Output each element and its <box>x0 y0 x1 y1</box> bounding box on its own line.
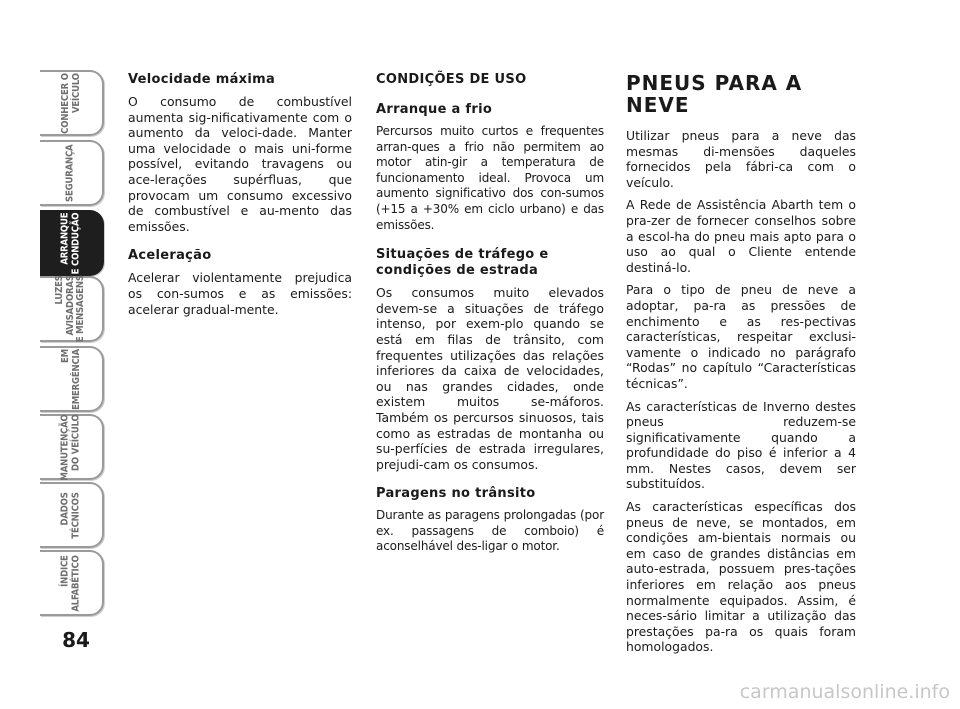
heading-condicoes-de-uso: CONDIÇÕES DE USO <box>376 72 527 87</box>
paragraph: O consumo de combustível aumenta sig-nificativamente com o aumento da veloci-dade. Manter uma velocidade o mais uni-forme possível, evitando travagens ou ace-lerações supérfluas, que provocam um consumo excessivo de combustível e au-mento das emissões. <box>128 94 352 234</box>
tab-seguranca[interactable] <box>40 140 104 206</box>
heading-paragens-no-transito: Paragens no trânsito <box>376 486 536 502</box>
tab-label: LUZES AVISADORAS E MENSAGENS <box>54 275 87 343</box>
column-3 <box>626 72 856 662</box>
paragraph: Utilizar pneus para a neve das mesmas di-mensões daqueles fornecidos pela fábri-ca com o veículo. <box>626 128 856 190</box>
tab-label: ÍNDICE ALFABÉTICO <box>59 554 81 612</box>
watermark: carmanualsonline.info <box>739 681 950 703</box>
section-title: PNEUS PARA A NEVE <box>626 71 803 117</box>
tab-label: ARRANQUE E CONDUÇÃO <box>59 212 81 274</box>
column-2 <box>376 72 604 562</box>
column-1 <box>128 72 352 324</box>
heading-arranque-a-frio: Arranque a frio <box>376 102 493 117</box>
heading-situacoes-de-trafego: Situações de tráfego e condições de estrada <box>376 247 549 279</box>
heading-aceleracao: Aceleração <box>128 248 212 264</box>
tab-em-emergencia[interactable] <box>40 346 104 412</box>
heading-velocidade-maxima: Velocidade máxima <box>128 72 276 87</box>
paragraph: Acelerar violentamente prejudica os con-sumos e as emissões: acelerar gradual-mente. <box>128 270 352 317</box>
tab-label: SEGURANÇA <box>64 144 76 202</box>
tab-label: MANUTENÇÃO DO VEÍCULO <box>59 413 82 481</box>
paragraph: Os consumos muito elevados devem-se a situações de tráfego intenso, por exem-plo quando se está em filas de trânsito, com frequentes utilizações das relações inferiores da caixa de velocidades, ou nas grandes cidades, onde existem muitos se-máforos. Também os percursos sinuosos, tais como as estradas de montanha ou su-perfícies de estrada irregulares, prejudi-cam os consumos. <box>376 285 604 472</box>
paragraph: Para o tipo de pneu de neve a adoptar, pa-ra as pressões de enchimento e as res-pectivas características, respeitar exclusi-vamente o indicado no parágrafo “Rodas” no capítulo “Características técnicas”. <box>626 282 856 391</box>
page-number: 84 <box>62 628 90 652</box>
tab-luzes-avisadoras[interactable] <box>40 276 104 342</box>
tab-label: DADOS TÉCNICOS <box>59 491 81 539</box>
tab-arranque-e-conducao[interactable] <box>40 210 104 276</box>
tab-label: EM EMERGÊNCIA <box>59 348 81 410</box>
tab-label: CONHECER O VEÍCULO <box>59 72 81 134</box>
tab-manutencao-do-veiculo[interactable] <box>40 414 104 480</box>
paragraph: A Rede de Assistência Abarth tem o pra-zer de fornecer conselhos sobre a escol-ha do pneu mais apto para o uso ao qual o Cliente entende destiná-lo. <box>626 197 856 275</box>
paragraph: Percursos muito curtos e frequentes arran-ques a frio não permitem ao motor atin-gir a temperatura de funcionamento ideal. Provoca um aumento significativo dos con-sumos (+15 a +30% em ciclo urbano) e das emissões. <box>376 124 604 232</box>
tab-conhecer-o-veiculo[interactable] <box>40 70 104 136</box>
paragraph: As características específicas dos pneus de neve, se montados, em condições am-bientais normais ou em caso de grandes distâncias em auto-estrada, possuem pres-tações inferiores em relação aos pneus normalmente equipados. Assim, é neces-sário limitar a utilização das prestações pa-ra os quais foram homologados. <box>626 499 856 655</box>
paragraph: As características de Inverno destes pneus reduzem-se significativamente quando a profundidade do piso é inferior a 4 mm. Nestes casos, devem ser substituídos. <box>626 398 856 492</box>
tab-indice-alfabetico[interactable] <box>40 550 104 616</box>
tab-dados-tecnicos[interactable] <box>40 482 104 548</box>
paragraph: Durante as paragens prolongadas (por ex. passagens de comboio) é aconselhável des-ligar o motor. <box>376 508 604 554</box>
